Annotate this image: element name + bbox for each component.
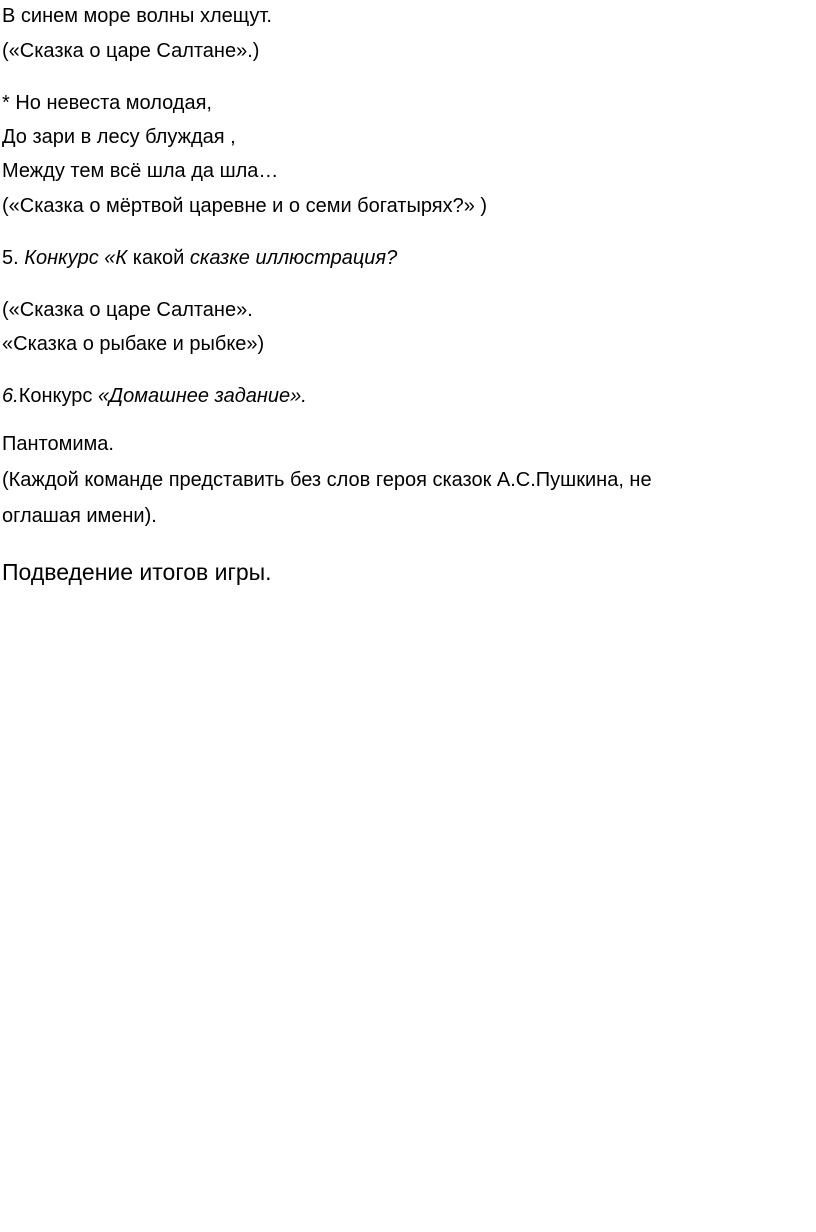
poem-line: В синем море волны хлещут. [2, 5, 272, 27]
poem-line: До зари в лесу блуждая , [2, 126, 236, 148]
pantomime-instructions: (Каждой команде представить без слов героя сказок А.С.Пушкина, не [2, 469, 652, 491]
contest-number: 5. [2, 247, 19, 269]
contest-6-heading [2, 382, 307, 410]
source-note: («Сказка о царе Салтане».) [2, 40, 260, 62]
contest-title-part: какой [127, 247, 190, 269]
answer-line: «Сказка о рыбаке и рыбке») [2, 333, 265, 355]
source-note: («Сказка о мёртвой царевне и о семи богатырях?» ) [2, 195, 488, 217]
answer-line: («Сказка о царе Салтане». [2, 299, 253, 321]
contest-title-part: сказке иллюстрация? [189, 247, 398, 269]
contest-number: 6. [2, 385, 19, 407]
contest-label: Конкурс [18, 385, 98, 407]
contest-title-part: Конкурс «К [18, 247, 128, 269]
summary-heading: Подведение итогов игры. [2, 559, 272, 585]
contest-5-heading [2, 244, 397, 272]
contest-title: «Домашнее задание». [97, 385, 307, 407]
poem-line: Между тем всё шла да шла… [2, 160, 279, 182]
poem-line: * Но невеста молодая, [2, 92, 212, 114]
pantomime-title: Пантомима. [2, 433, 114, 455]
pantomime-instructions: оглашая имени). [2, 505, 157, 527]
